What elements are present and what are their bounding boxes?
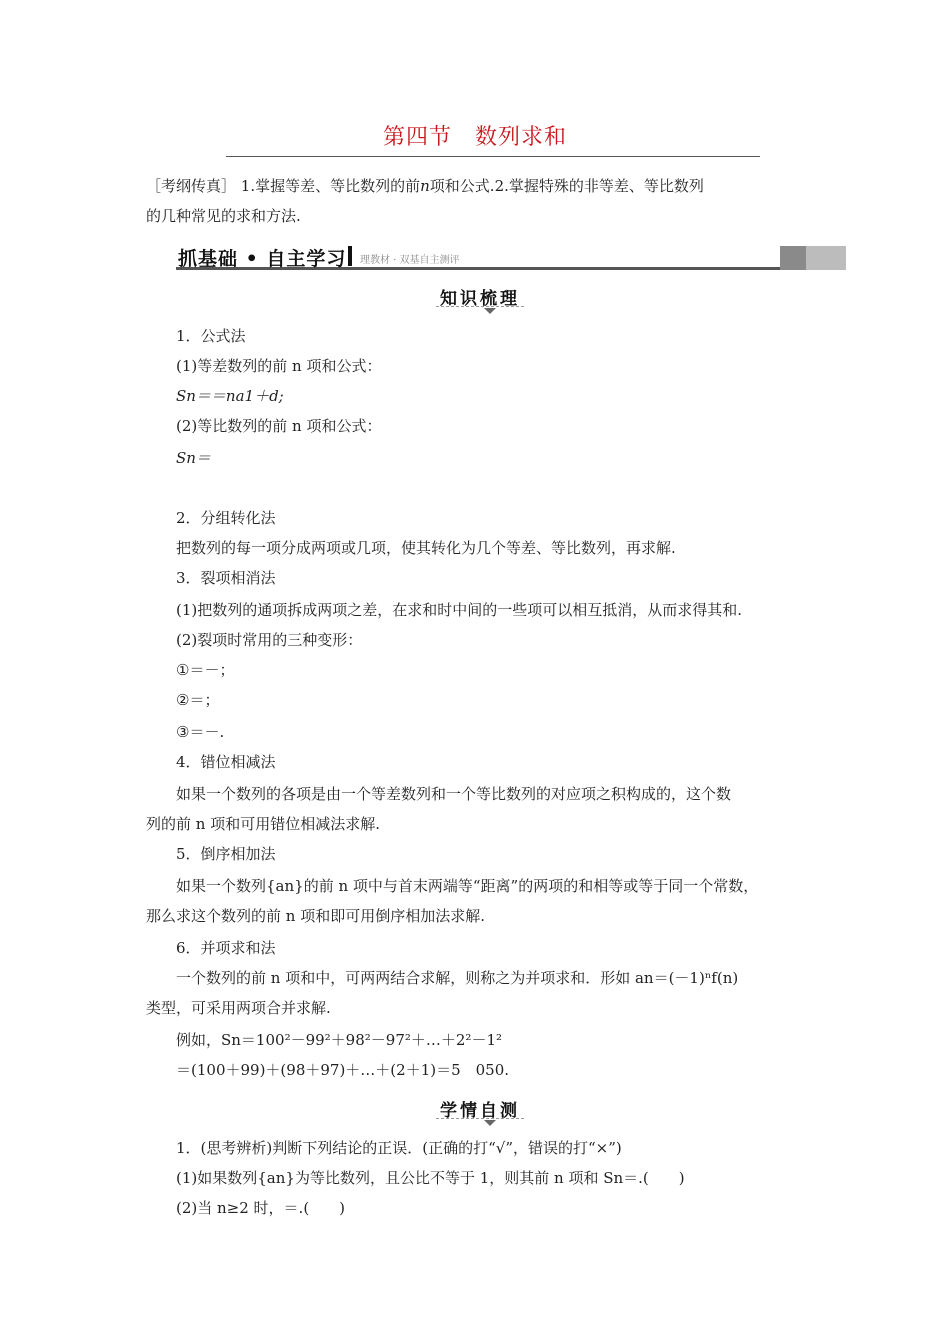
s6-p1: 一个数列的前 n 项和中，可两两结合求解，则称之为并项求和．形如 an＝(－1)ⁿf(n): [176, 969, 739, 987]
q1-item-1: (1)如果数列{an}为等比数列，且公比不等于 1，则其前 n 项和 Sn＝.( ): [176, 1169, 685, 1187]
section-heading-dash-2: [436, 1118, 524, 1119]
banner-title: 抓基础 • 自主学习: [178, 248, 347, 270]
s1-p2: (2)等比数列的前 n 项和公式：: [176, 417, 382, 435]
s4-p1: 如果一个数列的各项是由一个等差数列和一个等比数列的对应项之积构成的，这个数: [176, 785, 732, 803]
s2-paragraph: 把数列的每一项分成两项或几项，使其转化为几个等差、等比数列，再求解.: [176, 539, 676, 557]
s1-formula-1: Sn＝＝na1＋d;: [176, 387, 284, 405]
s4-p2: 列的前 n 项和可用错位相减法求解.: [146, 815, 380, 833]
s1-formula-2: Sn＝: [176, 449, 211, 467]
kaogang-line-2: 的几种常见的求和方法.: [146, 207, 301, 225]
s1-title: 1．公式法: [176, 327, 246, 345]
s1-p1: (1)等差数列的前 n 项和公式：: [176, 357, 382, 375]
s2-title: 2．分组转化法: [176, 509, 276, 527]
triangle-down-icon: [484, 308, 496, 314]
title-underline: [226, 156, 760, 157]
s4-title: 4．错位相减法: [176, 753, 276, 771]
kaogang-label: ［考纲传真］: [146, 177, 237, 195]
s5-title: 5．倒序相加法: [176, 845, 276, 863]
s3-p2: (2)裂项时常用的三种变形：: [176, 631, 363, 649]
s6-p2: 类型，可采用两项合并求解.: [146, 999, 331, 1017]
q1-item-2: (2)当 n≥2 时，＝.( ): [176, 1199, 346, 1217]
s3-formula-1: ①＝－；: [176, 661, 235, 679]
triangle-down-icon: [484, 1120, 496, 1126]
s3-formula-2: ②＝；: [176, 691, 220, 709]
section-heading-dash: [436, 306, 524, 307]
banner-subtitle: 理教材 · 双基自主测评: [360, 255, 460, 266]
kaogang-text: 1.掌握等差、等比数列的前: [240, 177, 421, 195]
s3-p1: (1)把数列的通项拆成两项之差，在求和时中间的一些项可以相互抵消，从而求得其和.: [176, 601, 743, 619]
section-banner: [176, 246, 846, 270]
s3-title: 3．裂项相消法: [176, 569, 276, 587]
page-title: 第四节 数列求和: [382, 125, 567, 150]
q1-title: 1．(思考辨析)判断下列结论的正误．(正确的打“√”，错误的打“×”): [176, 1139, 622, 1157]
kaogang-n: n: [420, 177, 430, 195]
kaogang-text-b: 项和公式.2.掌握特殊的非等差、等比数列: [429, 177, 704, 195]
section-heading-zhishi: 知识梳理: [440, 289, 520, 309]
section-heading-xueqing: 学情自测: [440, 1101, 520, 1121]
s3-formula-3: ③＝－.: [176, 723, 225, 741]
banner-divider: [348, 246, 352, 266]
s6-example-1: 例如，Sn＝100²－99²＋98²－97²＋…＋2²－1²: [176, 1031, 502, 1049]
banner-block-dark: [780, 246, 806, 270]
kaogang-line-1: [146, 176, 704, 196]
s5-p1: 如果一个数列{an}的前 n 项中与首末两端等“距离”的两项的和相等或等于同一个常数，: [176, 877, 759, 895]
s5-p2: 那么求这个数列的前 n 项和即可用倒序相加法求解.: [146, 907, 485, 925]
s6-title: 6．并项求和法: [176, 939, 276, 957]
s6-example-2: ＝(100＋99)＋(98＋97)＋…＋(2＋1)＝5 050.: [176, 1061, 510, 1079]
banner-block-light: [806, 246, 846, 270]
